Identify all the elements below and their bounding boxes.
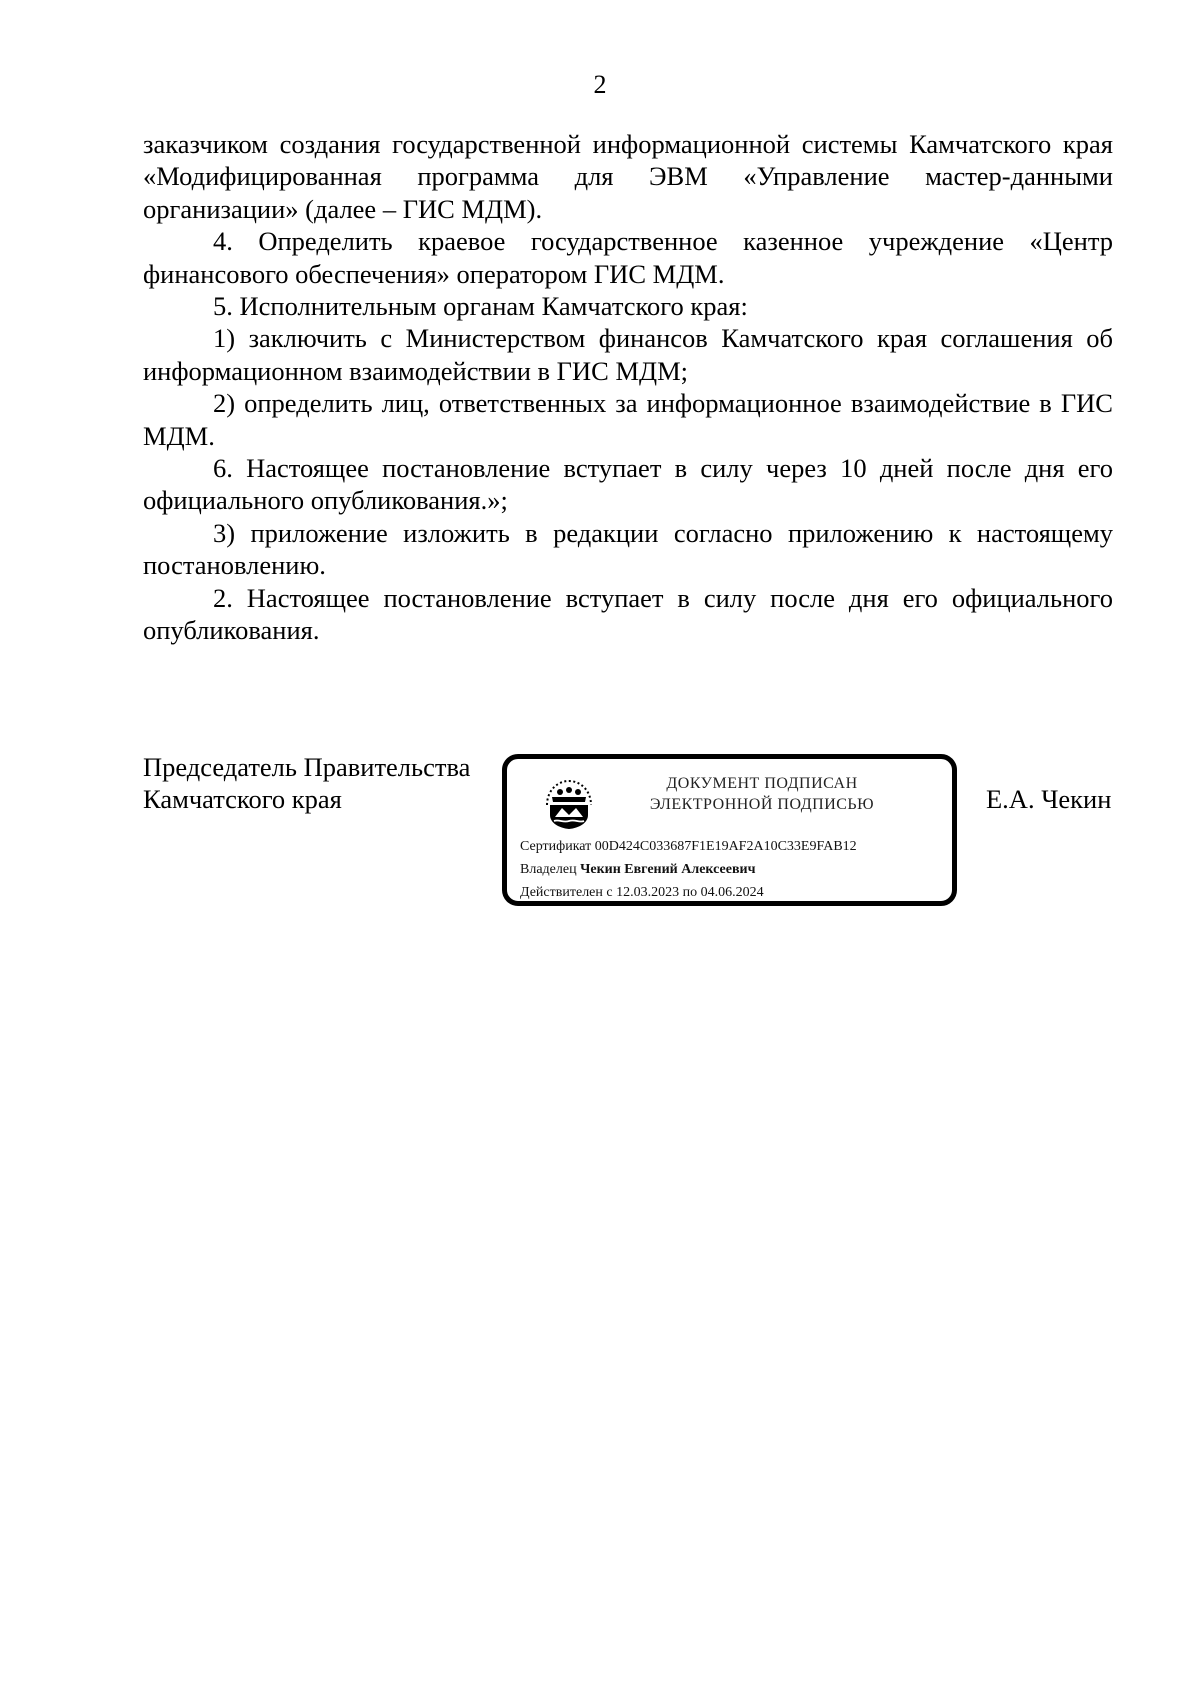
stamp-heading xyxy=(607,773,917,815)
stamp-owner xyxy=(520,861,755,879)
valid-to: 04.06.2024 xyxy=(700,885,764,900)
signer-position-line: Камчатского края xyxy=(143,784,342,815)
valid-from: 12.03.2023 xyxy=(616,885,680,900)
stamp-certificate xyxy=(520,838,857,856)
paragraph: 2) определить лиц, ответственных за информационное взаимодействие в ГИС МДМ. xyxy=(143,388,1113,451)
valid-to-label: по xyxy=(682,885,698,900)
valid-label: Действителен с xyxy=(520,885,613,900)
owner-value: Чекин Евгений Алексеевич xyxy=(580,862,756,877)
certificate-label: Сертификат xyxy=(520,839,592,854)
stamp-heading-line: ЭЛЕКТРОННОЙ ПОДПИСЬЮ xyxy=(649,796,875,813)
stamp-validity xyxy=(520,884,764,902)
page-number: 2 xyxy=(593,70,607,99)
electronic-signature-stamp xyxy=(502,754,957,906)
paragraph: 4. Определить краевое государственное казенное учреждение «Центр финансового обеспечения» оператором ГИС МДМ. xyxy=(143,226,1113,289)
paragraph: заказчиком создания государственной информационной системы Камчатского края «Модифицированная программа для ЭВМ «Управление мастер-данными организации» (далее – ГИС МДМ). xyxy=(143,129,1113,224)
paragraph: 1) заключить с Министерством финансов Камчатского края соглашения об информационном взаимодействии в ГИС МДМ; xyxy=(143,323,1113,386)
document-body xyxy=(143,128,1113,647)
paragraph: 3) приложение изложить в редакции согласно приложению к настоящему постановлению. xyxy=(143,517,1113,581)
paragraph: 5. Исполнительным органам Камчатского края: xyxy=(213,291,748,322)
stamp-heading-line: ДОКУМЕНТ ПОДПИСАН xyxy=(666,775,858,792)
paragraph: 2. Настоящее постановление вступает в силу после дня его официального опубликования. xyxy=(143,582,1113,646)
signer-position-line: Председатель Правительства xyxy=(143,752,471,782)
kamchatka-coat-of-arms-icon xyxy=(541,775,597,831)
certificate-value: 00D424C033687F1E19AF2A10C33E9FAB12 xyxy=(594,839,857,854)
signer-name: Е.А. Чекин xyxy=(986,784,1112,814)
paragraph: 6. Настоящее постановление вступает в силу через 10 дней после дня его официального опубликования.»; xyxy=(143,453,1113,516)
owner-label: Владелец xyxy=(520,862,577,877)
signer-position xyxy=(143,751,470,816)
